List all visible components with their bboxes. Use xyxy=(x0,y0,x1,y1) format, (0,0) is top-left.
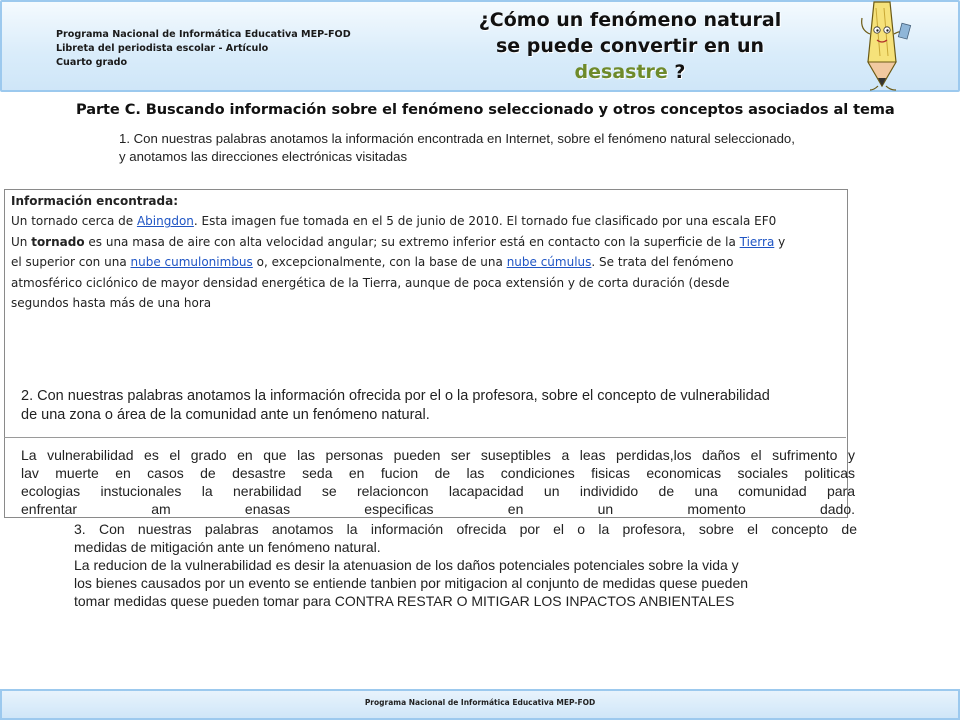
info-line-2 xyxy=(11,232,846,252)
program-name: Programa Nacional de Informática Educativa MEP-FOD xyxy=(56,29,351,40)
title-line-2-start: se puede convertir en un xyxy=(495,35,765,57)
pencil-mascot-icon xyxy=(856,0,916,92)
vulnerability-line-1: La vulnerabilidad es el grado en que las personas pueden ser suseptibles a leas perdidas,los daños el sufrimento y xyxy=(21,447,855,463)
info-line-3 xyxy=(11,252,846,272)
instruction-2 xyxy=(21,387,857,425)
found-information-label: Información encontrada: xyxy=(11,194,179,208)
mitigation-line-2: los bienes causados por un evento se entiende tanbien por mitigacion al conjunto de medidas quese pueden xyxy=(74,575,749,591)
title-line-2 xyxy=(450,33,810,85)
found-information xyxy=(11,191,846,313)
info-line-5: segundos hasta más de una hora xyxy=(11,296,212,311)
info-text: Un xyxy=(11,234,32,249)
vulnerability-line-4: enfrentar am enasas especificas en un momento dado. xyxy=(21,501,855,517)
info-line-1 xyxy=(11,211,846,231)
footer-banner xyxy=(0,689,960,720)
abingdon-link[interactable]: Abingdon xyxy=(136,214,194,229)
title-line-1: ¿Cómo un fenómeno natural xyxy=(478,9,782,31)
mitigation-line-1: La reducion de la vulnerabilidad es desir la atenuasion de los daños potenciales potenciales sobre la vida y xyxy=(74,557,739,573)
instruction-2-line-1: 2. Con nuestras palabras anotamos la información ofrecida por el o la profesora, sobre el concepto de vulnerabilidad xyxy=(21,388,770,404)
section-heading: Parte C. Buscando información sobre el fenómeno seleccionado y otros conceptos asociados al tema xyxy=(76,101,895,118)
footer-text: Programa Nacional de Informática Educativa MEP-FOD xyxy=(364,698,596,707)
info-text: . Esta imagen fue tomada en el 5 de junio de 2010. El tornado fue clasificado por una escala EF0 xyxy=(193,214,777,229)
info-text: es una masa de aire con alta velocidad angular; su extremo inferior está en contacto con la superficie de la xyxy=(84,234,740,249)
tierra-link[interactable]: Tierra xyxy=(739,234,775,249)
info-text: el superior con una xyxy=(11,255,131,270)
vulnerability-answer xyxy=(21,446,855,518)
instruction-1 xyxy=(119,130,879,166)
instruction-3-line-2: medidas de mitigación ante un fenómeno natural. xyxy=(74,539,381,555)
program-info xyxy=(56,28,351,70)
page-title xyxy=(450,7,810,85)
title-highlight-word: desastre xyxy=(574,61,668,83)
mitigation-line-3: tomar medidas quese pueden tomar para CONTRA RESTAR O MITIGAR LOS INPACTOS ANBIENTALES xyxy=(74,593,735,609)
instruction-1-line-2: y anotamos las direcciones electrónicas visitadas xyxy=(119,149,408,164)
info-text: y xyxy=(774,234,786,249)
instruction-2-line-2: de una zona o área de la comunidad ante un fenómeno natural. xyxy=(21,407,430,423)
info-text: o, excepcionalmente, con la base de una xyxy=(252,255,507,270)
title-line-2-end: ? xyxy=(667,61,686,83)
notebook-name: Libreta del periodista escolar - Artículo xyxy=(56,43,269,54)
instruction-3-line-1: 3. Con nuestras palabras anotamos la información ofrecida por el o la profesora, sobre el concepto de xyxy=(74,521,857,537)
info-text: . Se trata del fenómeno xyxy=(591,255,734,270)
info-text: Un tornado cerca de xyxy=(11,214,137,229)
nube-cumulus-link[interactable]: nube cúmulus xyxy=(506,255,592,270)
answer-box-divider xyxy=(4,437,846,438)
vulnerability-line-3: ecologias instucionales la nerabilidad se relacioncon lacapacidad un individido de una comunidad para xyxy=(21,483,855,499)
instruction-3 xyxy=(74,520,857,610)
grade-level: Cuarto grado xyxy=(56,57,128,68)
instruction-1-line-1: 1. Con nuestras palabras anotamos la información encontrada en Internet, sobre el fenómeno natural seleccionado, xyxy=(119,131,795,146)
nube-cumulonimbus-link[interactable]: nube cumulonimbus xyxy=(130,255,253,270)
tornado-term: tornado xyxy=(31,234,85,249)
info-line-4: atmosférico ciclónico de mayor densidad energética de la Tierra, aunque de poca extensión y de corta duración (desde xyxy=(11,275,730,290)
vulnerability-line-2: lav muerte en casos de desastre seda en fucion de las condiciones fisicas economicas sociales politicas xyxy=(21,465,855,481)
